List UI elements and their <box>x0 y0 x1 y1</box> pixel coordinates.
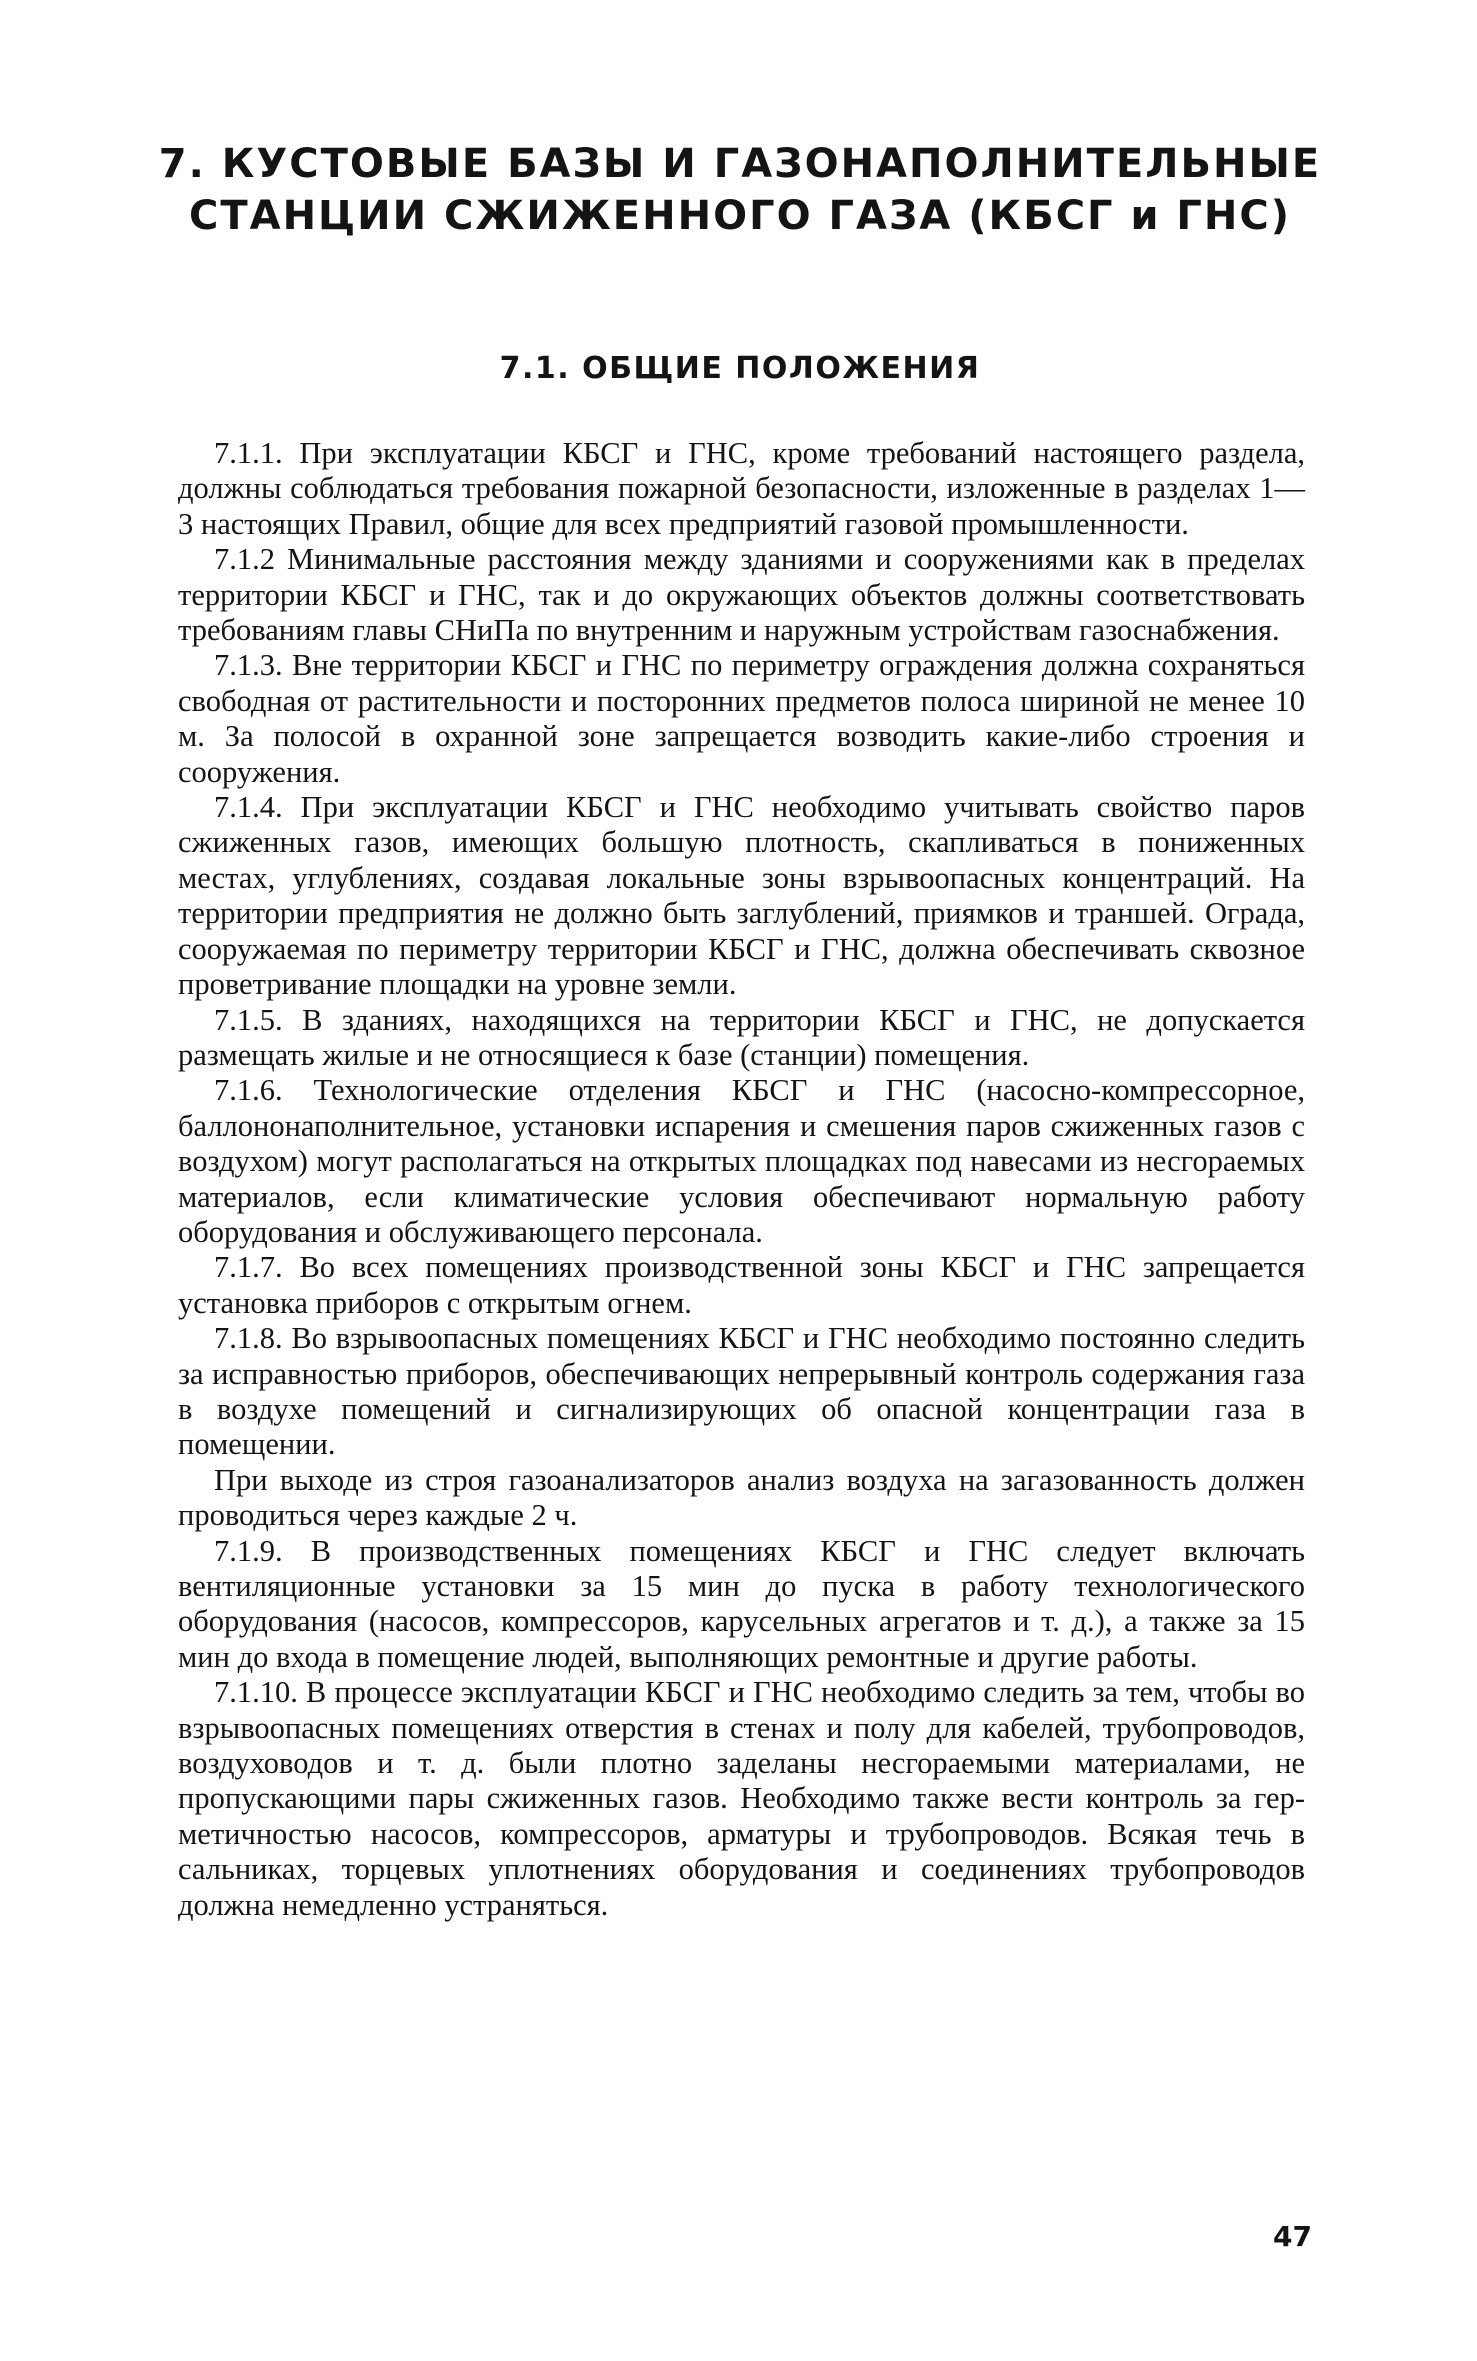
paragraph-7-1-2: 7.1.2 Минимальные расстояния между зданиями и сооружениями как в пределах территории КБСГ и ГНС, так и до окружающих объектов должны соответствовать требованиям главы СНиПа по внутренним и наружным устройствам газоснабжения. <box>178 542 1305 648</box>
chapter-title-line-1: 7. КУСТОВЫЕ БАЗЫ И ГАЗОНАПОЛНИТЕЛЬНЫЕ <box>158 141 1322 187</box>
paragraph-7-1-9: 7.1.9. В производственных помещениях КБСГ и ГНС следует включать вентиляционные установки за 15 мин до пуска в работу технологического оборудования (насосов, компрессоров, карусельных агрегатов и т. д.), а также за 15 мин до входа в помещение людей, выполняющих ремонтные и другие работы. <box>178 1533 1305 1674</box>
chapter-title <box>150 138 1330 242</box>
chapter-title-line-2: СТАНЦИИ СЖИЖЕННОГО ГАЗА (КБСГ и ГНС) <box>188 193 1292 239</box>
paragraph-7-1-8: 7.1.8. Во взрывоопасных помещениях КБСГ и ГНС необходимо постоянно следить за исправностью приборов, обеспечивающих непрерывный контроль содержания газа в воздухе помещений и сигнализирующих об опасной концентрации газа в помещении. <box>178 1321 1305 1462</box>
section-title: 7.1. ОБЩИЕ ПОЛОЖЕНИЯ <box>499 351 981 386</box>
paragraph-7-1-5: 7.1.5. В зданиях, находящихся на территории КБСГ и ГНС, не допускается размещать жилые и не относящиеся к базе (станции) помещения. <box>178 1002 1305 1072</box>
paragraph-7-1-7: 7.1.7. Во всех помещениях производственной зоны КБСГ и ГНС запрещается установка приборов с открытым огнем. <box>178 1250 1305 1320</box>
body-text <box>178 436 1305 1923</box>
paragraph-7-1-1: 7.1.1. При эксплуатации КБСГ и ГНС, кроме требований настоящего раздела, должны соблюдаться требования пожарной безопасности, изложенные в разделах 1—3 настоящих Правил, общие для всех предприятий газовой промышленности. <box>178 436 1305 541</box>
paragraph-7-1-6: 7.1.6. Технологические отделения КБСГ и ГНС (насосно-компрессорное, баллононаполнительное, установки испарения и смешения паров сжиженных газов с воздухом) могут располагаться на открытых площадках под навесами из несгораемых материалов, если климатические условия обеспечивают нормальную работу оборудования и обслуживающего персонала. <box>178 1073 1305 1249</box>
paragraph-7-1-4: 7.1.4. При эксплуатации КБСГ и ГНС необходимо учитывать свойство паров сжиженных газов, имеющих большую плотность, скапливаться в пониженных местах, углублениях, создавая локальные зоны взрывоопасных концентраций. На территории предприятия не должно быть заглублений, приямков и траншей. Ограда, сооружаемая по периметру территории КБСГ и ГНС, должна обеспечивать сквозное проветривание площадки на уровне земли. <box>178 790 1305 1002</box>
paragraph-7-1-10: 7.1.10. В процессе эксплуатации КБСГ и ГНС необходимо следить за тем, чтобы во взрывоопасных помещениях отверстия в стенах и полу для кабелей, трубопроводов, воздуховодов и т. д. были плотно заделаны несгораемыми материалами, не пропускающими пары сжиженных газов. Необходимо также вести контроль за герметичностью насосов, компрессоров, арматуры и трубопроводов. Всякая течь в сальниках, торцевых уплотнениях оборудования и соединениях трубопроводов должна немедленно устраняться. <box>178 1675 1305 1922</box>
paragraph-7-1-3: 7.1.3. Вне территории КБСГ и ГНС по периметру ограждения должна сохраняться свободная от растительности и посторонних предметов полоса шириной не менее 10 м. За полосой в охранной зоне запрещается возводить какие-либо строения и сооружения. <box>178 648 1305 789</box>
page-number: 47 <box>1273 2220 1312 2253</box>
paragraph-7-1-8-note: При выходе из строя газоанализаторов анализ воздуха на загазованность должен проводиться через каждые 2 ч. <box>178 1462 1305 1533</box>
